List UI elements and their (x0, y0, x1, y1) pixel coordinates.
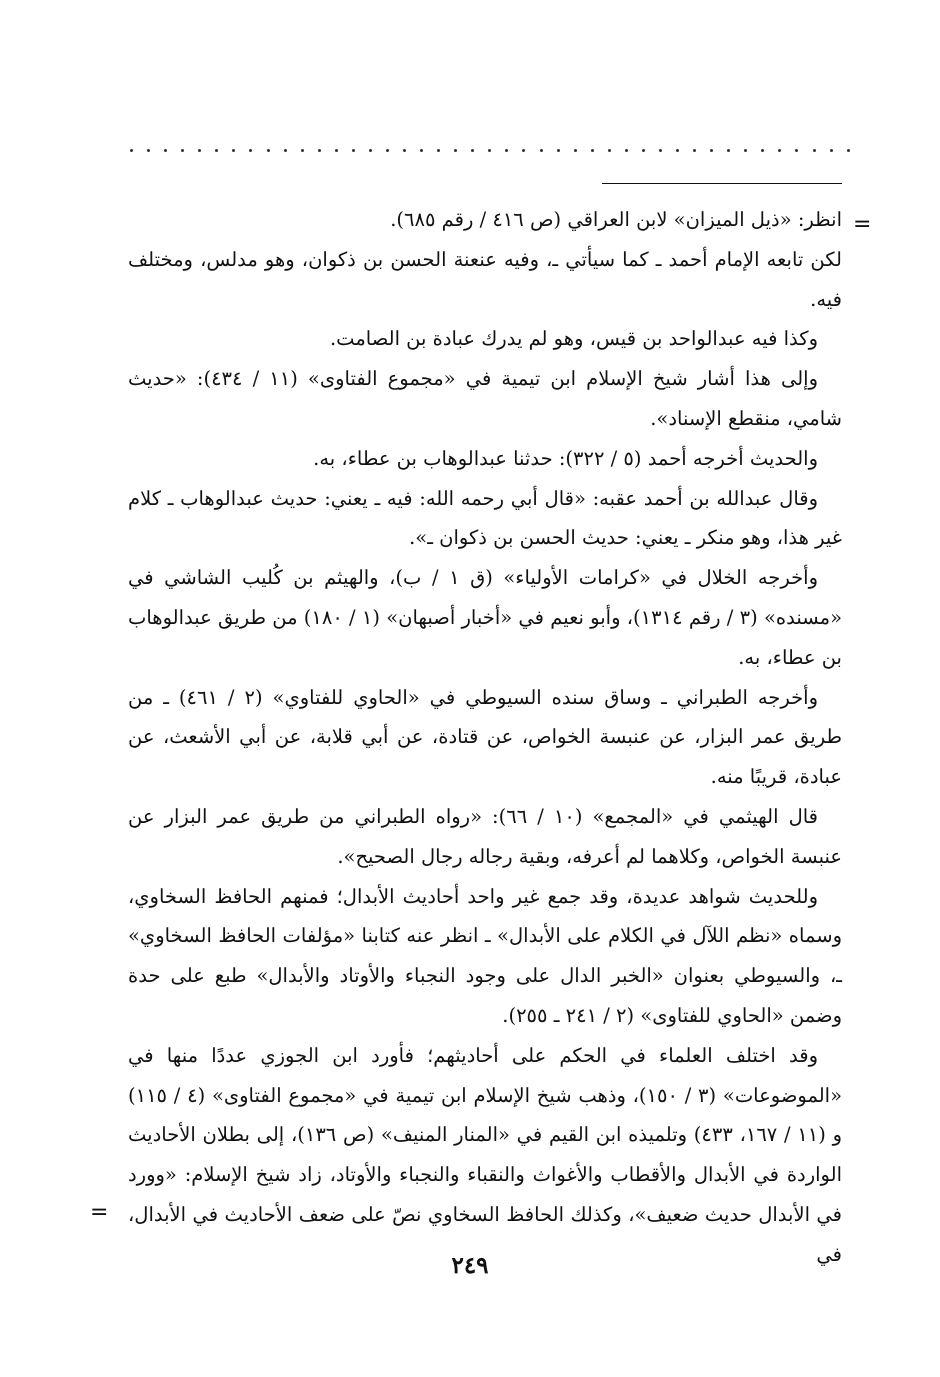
footnote-paragraph: وإلى هذا أشار شيخ الإسلام ابن تيمية في «مجموع الفتاوى» (١١ / ٤٣٤): «حديث شامي، منقطع الإسناد». (128, 367, 842, 430)
footnote-paragraph: وأخرجه الطبراني ـ وساق سنده السيوطي في «الحاوي للفتاوي» (٢ / ٤٦١) ـ من طريق عمر البزار، عن عنبسة الخواص، عن قتادة، عن أبي قلابة، عن أبي الأشعث، عن عبادة، قريبًا منه. (128, 685, 842, 789)
footnote-paragraph: وللحديث شواهد عديدة، وقد جمع غير واحد أحاديث الأبدال؛ فمنهم الحافظ السخاوي، وسماه «نظم اللآل في الكلام على الأبدال» ـ انظر عنه كتابنا «مؤلفات الحافظ السخاوي» ـ، والسيوطي بعنوان «الخبر الدال على وجود النجباء والأوتاد والأبدال» طبع على حدة وضمن «الحاوي للفتاوى» (٢ / ٢٤١ ـ ٢٥٥). (128, 884, 842, 1027)
footnote-paragraph: وأخرجه الخلال في «كرامات الأولياء» (ق ١ / ب)، والهيثم بن كُليب الشاشي في «مسنده» (٣ / رقم ١٣١٤)، وأبو نعيم في «أخبار أصبهان» (١ / ١٨٠) من طريق عبدالوهاب بن عطاء، به. (128, 566, 843, 669)
footnote-paragraph: وقال عبدالله بن أحمد عقبه: «قال أبي رحمه الله: فيه ـ يعني: حديث عبدالوهاب ـ كلام غير هذا، وهو منكر ـ يعني: حديث الحسن بن ذكوان ـ». (128, 486, 842, 550)
footnotes-block (128, 200, 842, 1275)
footnote-paragraph: وكذا فيه عبدالواحد بن قيس، وهو لم يدرك عبادة بن الصامت. (329, 327, 818, 351)
page-number: ٢٤٩ (451, 1252, 489, 1279)
footnote-separator-rule (602, 183, 842, 184)
dotted-separator (130, 140, 850, 160)
footnote-paragraph: وقد اختلف العلماء في الحكم على أحاديثهم؛ فأورد ابن الجوزي عددًا منها في «الموضوعات» (٣ / ١٥٠)، وذهب شيخ الإسلام ابن تيمية في «مجموع الفتاوى» (٤ / ١١٥) و (١١ / ١٦٧، ٤٣٣) وتلميذه ابن القيم في «المنار المنيف» (ص ١٣٦)، إلى بطلان الأحاديث الواردة في الأبدال والأقطاب والأغواث والنقباء والنجباء والأوتاد، زاد شيخ الإسلام: «وورد في الأبدال حديث ضعيف»، وكذلك الحافظ السخاوي نصّ على ضعف الأحاديث في الأبدال، في (128, 1043, 843, 1266)
footnote-paragraph: انظر: «ذيل الميزان» لابن العراقي (ص ٤١٦ / رقم ٦٨٥). (390, 208, 842, 231)
footnote-paragraph: والحديث أخرجه أحمد (٥ / ٣٢٢): حدثنا عبدالوهاب بن عطاء، به. (313, 446, 818, 470)
footnote-paragraph: قال الهيثمي في «المجمع» (١٠ / ٦٦): «رواه الطبراني من طريق عمر البزار عن عنبسة الخواص، وكلاهما لم أعرفه، وبقية رجاله رجال الصحيح». (128, 804, 842, 868)
continuation-marker-top: = (853, 212, 872, 237)
continuation-marker-bottom: = (90, 1200, 109, 1225)
footnote-paragraph: لكن تابعه الإمام أحمد ـ كما سيأتي ـ، وفيه عنعنة الحسن بن ذكوان، وهو مدلس، ومختلف فيه. (128, 247, 842, 311)
